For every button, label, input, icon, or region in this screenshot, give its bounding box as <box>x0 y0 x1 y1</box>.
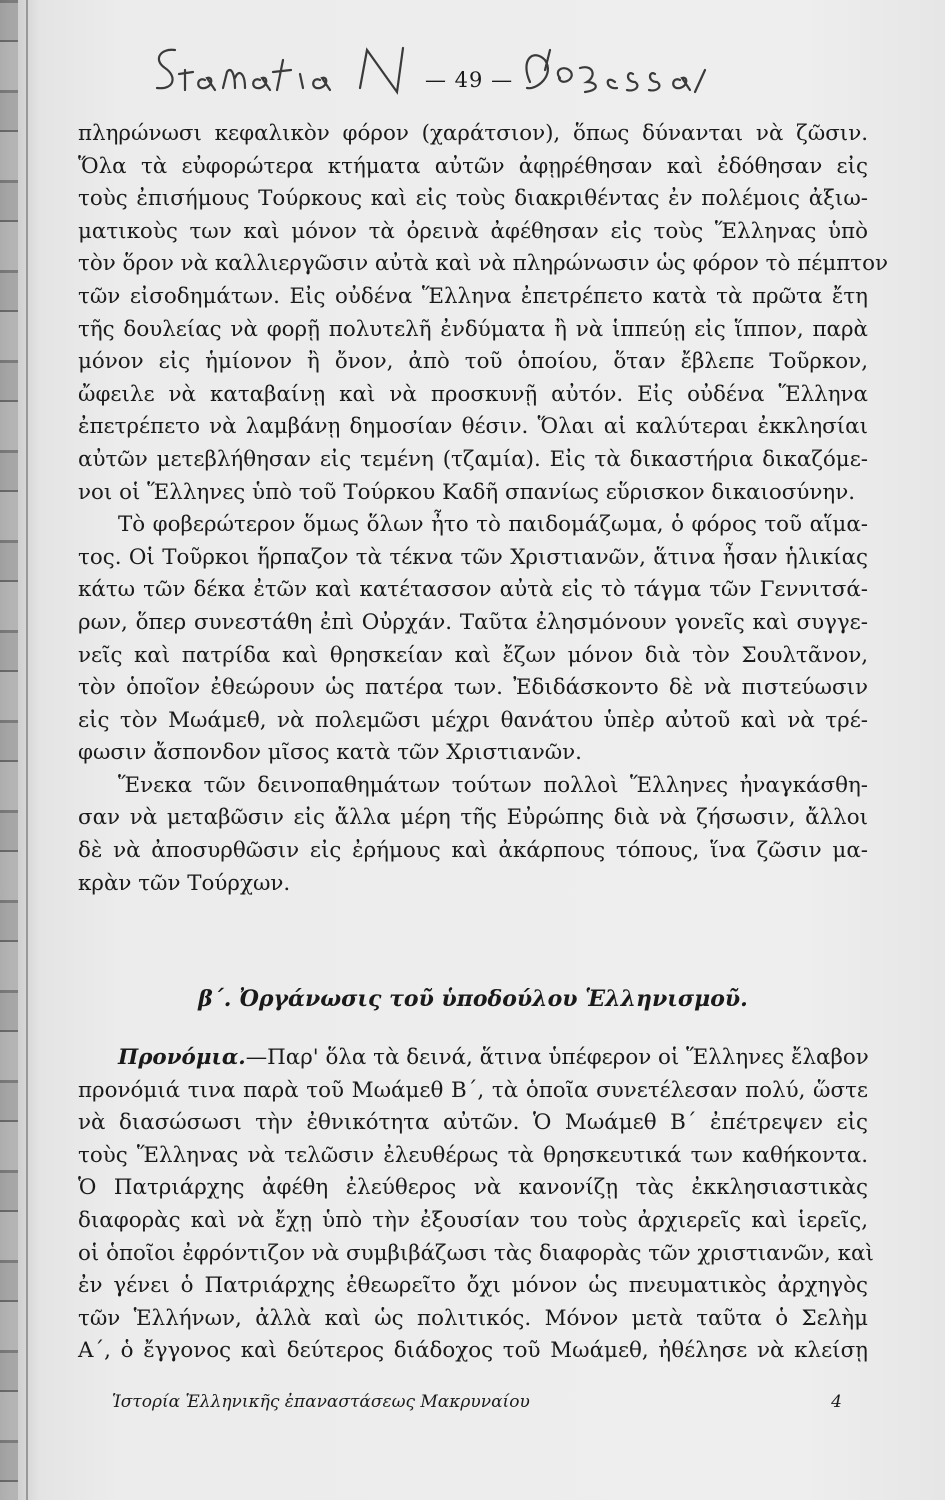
text-line: τος. Οἱ Τοῦρκοι ἥρπαζον τὰ τέκνα τῶν Χριστιανῶν, ἅτινα ἦσαν ἡλικίας <box>78 544 868 570</box>
main-text-continued <box>78 1042 874 1368</box>
text-line: νεῖς καὶ πατρίδα καὶ θρησκείαν καὶ ἔζων μόνον διὰ τὸν Σουλτᾶνον, <box>78 642 868 668</box>
spine-line <box>26 0 28 1500</box>
text-line: νὰ διασώσωσι τὴν ἐθνικότητα αὐτῶν. Ὁ Μωάμεθ Β΄ ἐπέτρεψεν εἰς <box>78 1110 868 1136</box>
text-line: αὐτῶν μετεβλήθησαν εἰς τεμένη (τζαμία). Εἰς τὰ δικαστήρια δικαζόμε- <box>78 446 868 472</box>
section-heading: β΄. Ὀργάνωσις τοῦ ὑποδούλου Ἑλληνισμοῦ. <box>198 986 748 1012</box>
text-line: ρων, ὅπερ συνεστάθη ἐπὶ Οὐρχάν. Ταῦτα ἐλησμόνουν γονεῖς καὶ συγγε- <box>78 609 868 635</box>
text-line: τῶν Ἑλλήνων, ἀλλὰ καὶ ὡς πολιτικός. Μόνον μετὰ ταῦτα ὁ Σελὴμ <box>78 1305 868 1331</box>
text-line: εἰς τὸν Μωάμεθ, νὰ πολεμῶσι μέχρι θανάτου ὑπὲρ αὐτοῦ καὶ νὰ τρέ- <box>78 707 868 733</box>
text-line: διαφορὰς καὶ νὰ ἔχῃ ὑπὸ τὴν ἐξουσίαν του τοὺς ἀρχιερεῖς καὶ ἱερεῖς, <box>78 1207 868 1233</box>
text-line: φωσιν ἄσπονδον μῖσος κατὰ τῶν Χριστιανῶν. <box>78 740 582 766</box>
text-line: τὸν ὁποῖον ἐθεώρουν ὡς πατέρα των. Ἐδιδάσκοντο δὲ νὰ πιστεύωσιν <box>78 675 868 701</box>
page-number: — 49 — <box>425 68 514 92</box>
text-line: τοὺς ἐπισήμους Τούρκους καὶ εἰς τοὺς διακριθέντας ἐν πολέμοις ἀξιω- <box>78 186 868 212</box>
runin-heading: Προνόμια. <box>118 1045 246 1070</box>
text-line: Ὁ Πατριάρχης ἀφέθη ἐλεύθερος νὰ κανονίζῃ τὰς ἐκκλησιαστικὰς <box>78 1175 868 1201</box>
footer-signature-mark: 4 <box>831 1392 842 1412</box>
text-line: πληρώνωσι κεφαλικὸν φόρον (χαράτσιον), ὅπως δύνανται νὰ ζῶσιν. <box>78 121 868 146</box>
book-spine-shadow <box>0 0 18 1500</box>
text-run: —Παρ' ὅλα τὰ δεινά, ἅτινα ὑπέφερον οἱ Ἕλληνες ἔλαβον <box>245 1045 869 1070</box>
text-line: τὸν ὅρον νὰ καλλιεργῶσιν αὐτὰ καὶ νὰ πληρώνωσιν ὡς φόρον τὸ πέμπτον <box>78 251 889 277</box>
text-line: νοι οἱ Ἕλληνες ὑπὸ τοῦ Τούρκου Καδῆ σπανίως εὕρισκον δικαιοσύνην. <box>78 479 855 505</box>
text-line: οἱ ὁποῖοι ἐφρόντιζον νὰ συμβιβάζωσι τὰς διαφορὰς τῶν χριστιανῶν, καὶ <box>78 1240 874 1266</box>
text-line: κρὰν τῶν Τούρχων. <box>78 870 291 896</box>
text-line: μόνον εἰς ἡμίονον ἢ ὄνον, ἀπὸ τοῦ ὁποίου, ὅταν ἔβλεπε Τοῦρκον, <box>78 349 868 375</box>
text-line: προνόμιά τινα παρὰ τοῦ Μωάμεθ Β΄, τὰ ὁποῖα συνετέλεσαν πολύ, ὥστε <box>78 1077 868 1103</box>
text-line-with-runin <box>78 1042 868 1075</box>
text-line: τοὺς Ἕλληνας νὰ τελῶσιν ἐλευθέρως τὰ θρησκευτικά των καθήκοντα. <box>78 1142 868 1168</box>
text-line: ὤφειλε νὰ καταβαίνῃ καὶ νὰ προσκυνῇ αὐτόν. Εἰς οὐδένα Ἕλληνα <box>78 381 868 407</box>
text-line: δὲ νὰ ἀποσυρθῶσιν εἰς ἐρήμους καὶ ἀκάρπους τόπους, ἵνα ζῶσιν μα- <box>78 838 868 864</box>
text-line: σαν νὰ μεταβῶσιν εἰς ἄλλα μέρη τῆς Εὐρώπης διὰ νὰ ζήσωσιν, ἄλλοι <box>78 805 868 831</box>
footer-title: Ἱστορία Ἑλληνικῆς ἐπαναστάσεως Μακρυναίου <box>112 1392 530 1412</box>
text-line: Τὸ φοβερώτερον ὅμως ὅλων ἦτο τὸ παιδομάζωμα, ὁ φόρος τοῦ αἵμα- <box>118 512 868 538</box>
text-line: ἐπετρέπετο νὰ λαμβάνῃ δημοσίαν θέσιν. Ὅλαι αἱ καλύτεραι ἐκκλησίαι <box>78 414 868 440</box>
text-line: κάτω τῶν δέκα ἐτῶν καὶ κατέτασσον αὐτὰ εἰς τὸ τάγμα τῶν Γεννιτσά- <box>78 577 868 603</box>
text-line: ματικοὺς των καὶ μόνον τὰ ὀρεινὰ ἀφέθησαν εἰς τοὺς Ἕλληνας ὑπὸ <box>78 218 868 244</box>
main-text <box>78 118 889 900</box>
text-line: ἐν γένει ὁ Πατριάρχης ἐθεωρεῖτο ὄχι μόνον ὡς πνευματικὸς ἀρχηγὸς <box>78 1273 868 1299</box>
footer <box>112 1392 842 1412</box>
text-line: Ἕνεκα τῶν δεινοπαθημάτων τούτων πολλοὶ Ἕλληνες ἠναγκάσθη- <box>118 772 868 798</box>
text-line: Α΄, ὁ ἔγγονος καὶ δεύτερος διάδοχος τοῦ Μωάμεθ, ἠθέλησε νὰ κλείσῃ <box>78 1338 868 1364</box>
text-line: τῶν εἰσοδημάτων. Εἰς οὐδένα Ἕλληνα ἐπετρέπετο κατὰ τὰ πρῶτα ἔτη <box>78 283 868 309</box>
text-line: τῆς δουλείας νὰ φορῇ πολυτελῆ ἐνδύματα ἢ νὰ ἱππεύῃ εἰς ἵππον, παρὰ <box>78 316 868 342</box>
text-line: Ὅλα τὰ εὐφορώτερα κτήματα αὐτῶν ἀφῃρέθησαν καὶ ἐδόθησαν εἰς <box>78 153 868 179</box>
